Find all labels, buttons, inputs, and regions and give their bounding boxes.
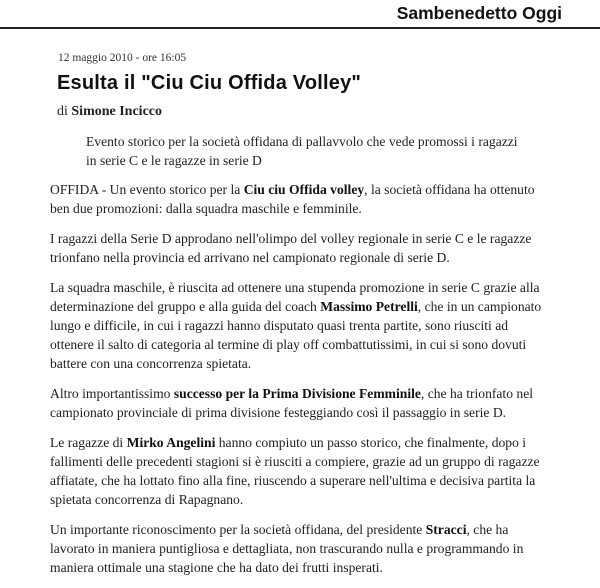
paragraph-3-text-end: , che in un campionato lungo e difficile, in cui i ragazzi hanno disputato quasi trenta partite, sono riusciti ad ottenere il salto di categoria al termine di play off combattutissimi, in cui si sono dovuti battere con una concorrenza spietata. [50,299,542,371]
article-title: Esulta il "Ciu Ciu Offida Volley" [57,72,362,94]
paragraph-2-text: I ragazzi della Serie D approdano nell'olimpo del volley regionale in serie C e le ragazze trionfano nella provincia ed arrivano nel campionato regionale di serie D. [50,231,532,265]
paragraph-3-text: La squadra maschile, è riuscita ad ottenere una stupenda promozione in serie C grazie alla determinazione del gruppo e alla guida del coach [50,280,540,314]
paragraph-6 [50,520,550,577]
paragraph-4 [50,384,550,422]
paragraph-6-text: Un importante riconoscimento per la società offidana, del presidente [50,522,426,537]
paragraph-6-text-end: , che ha lavorato in maniera puntigliosa e dettagliata, non trascurando nulla e programmando in maniera ottimale una stagione che ha dato dei frutti insperati. [50,522,524,575]
paragraph-2 [50,229,550,267]
paragraph-3-bold: Massimo Petrelli [320,299,418,314]
paragraph-5-bold: Mirko Angelini [126,435,216,450]
article-abstract: Evento storico per la società offidana di pallavvolo che vede promossi i ragazzi in serie C e le ragazze in serie D [86,134,518,168]
paragraph-5 [50,433,550,509]
article-author: Simone Incicco [71,104,162,119]
paragraph-3 [50,278,550,373]
article-date: 12 maggio 2010 - ore 16:05 [58,52,187,64]
paragraph-1-bold: Ciu ciu Offida volley [243,182,365,197]
paragraph-4-text-end: , che ha trionfato nel campionato provinciale di prima divisione festeggiando così il passaggio in serie D. [50,386,534,420]
paragraph-4-bold: successo per la Prima Divisione Femminile [173,386,421,401]
paragraph-5-text: Le ragazze di [50,435,127,450]
byline-prefix: di [57,104,68,119]
masthead-rule [0,27,600,29]
masthead-site-name: Sambenedetto Oggi [396,3,562,23]
paragraph-1 [50,180,550,218]
paragraph-5-text-end: hanno compiuto un passo storico, che finalmente, dopo i fallimenti delle precedenti stagioni si è riusciti a compiere, grazie ad un gruppo di ragazze affiatate, che ha lottato fino alla fine, riuscendo a superare nell'ultima e decisiva partita la spietata concorrenza di Rapagnano. [50,435,540,507]
article-body [50,180,550,588]
article-byline [57,104,162,120]
paragraph-6-bold: Stracci [425,522,467,537]
paragraph-4-text: Altro importantissimo [50,386,174,401]
paragraph-1-text: OFFIDA - Un evento storico per la [50,182,244,197]
paragraph-1-text-end: , la società offidana ha ottenuto ben due promozioni: dalla squadra maschile e femminile. [50,182,535,216]
